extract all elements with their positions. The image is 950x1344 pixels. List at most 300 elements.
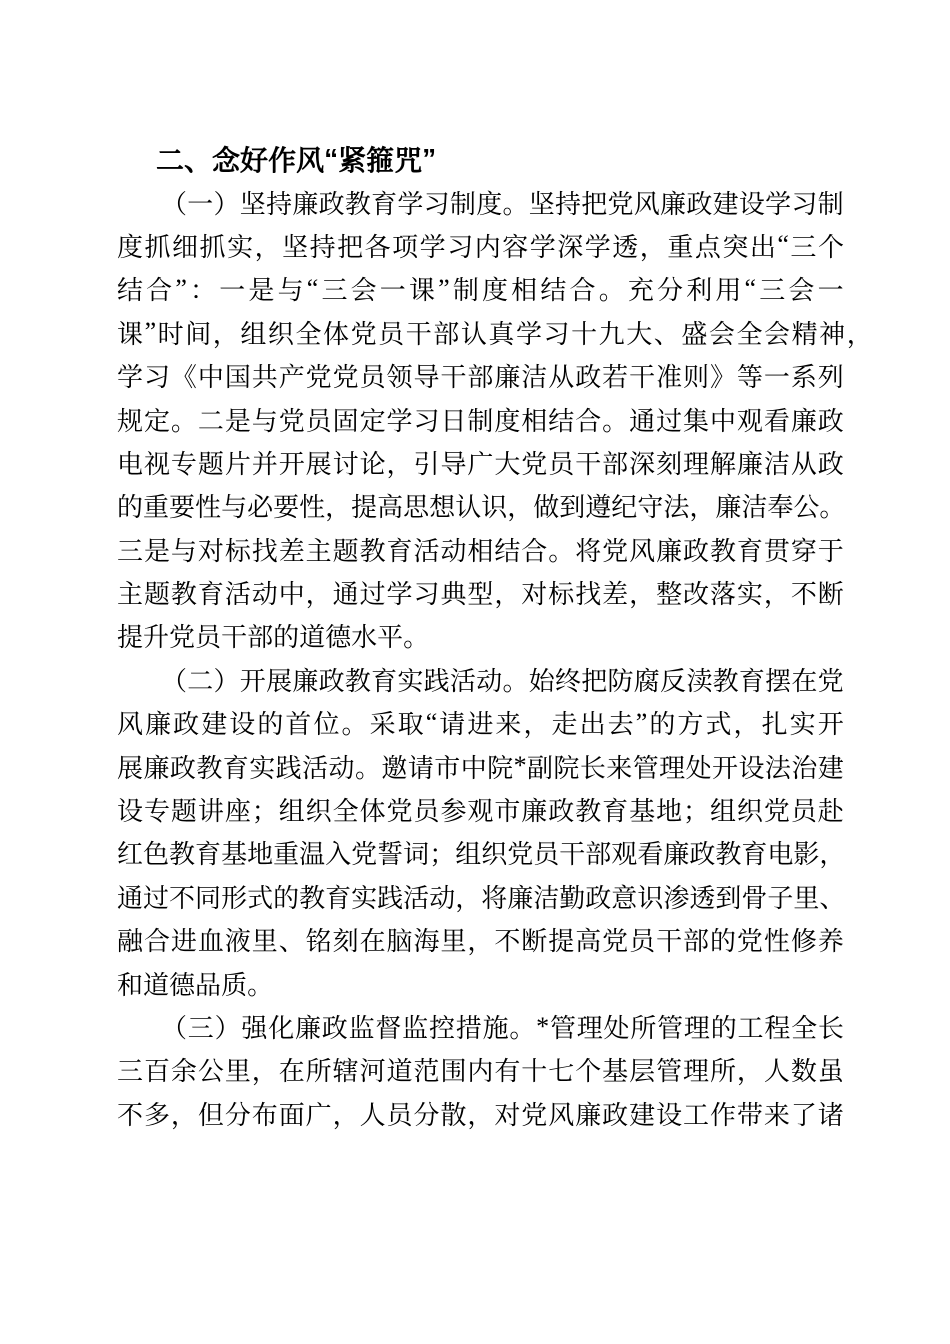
glyph: 认 [455,493,482,523]
glyph: 动 [476,666,503,696]
glyph: 系 [790,363,817,393]
glyph: 学 [515,319,542,349]
glyph: 观 [736,406,763,436]
glyph: 管 [656,1057,683,1087]
glyph: 纪 [611,493,638,523]
glyph: 结 [540,276,567,306]
glyph: 设 [738,189,765,219]
glyph: ， [325,493,352,523]
glyph: 不 [790,580,817,610]
glyph: 政 [575,363,602,393]
glyph: 学 [386,406,413,436]
glyph: 政 [318,666,345,696]
glyph: 施 [482,1014,509,1043]
glyph: 好 [240,144,269,176]
glyph: 围 [440,1057,467,1087]
glyph: 来 [763,1100,790,1130]
glyph: 洁 [521,363,548,393]
glyph: 分 [413,1100,440,1130]
glyph: 进 [170,927,197,957]
glyph: 布 [251,1100,278,1130]
glyph: 取 [397,710,424,740]
glyph: ， [212,319,239,349]
glyph: 出 [749,232,776,262]
glyph: 扎 [761,710,788,740]
glyph: 活 [302,753,329,783]
glyph: 风 [633,189,660,219]
glyph: 和 [117,970,144,1000]
glyph: 修 [790,927,817,957]
glyph: 副 [526,753,553,783]
glyph: 院 [553,753,580,783]
text-line [117,1092,844,1135]
glyph: 请 [407,753,434,783]
glyph: 洁 [741,493,768,523]
glyph: 质 [221,970,248,1000]
glyph: 措 [455,1014,482,1043]
glyph: 从 [548,363,575,393]
glyph: 题 [170,797,197,827]
glyph: 差 [602,580,629,610]
glyph: 习 [543,319,570,349]
glyph: 建 [817,753,844,783]
glyph: 抓 [144,232,171,262]
glyph: 二 [187,666,214,696]
glyph: 廉 [294,1014,321,1043]
glyph: “ [306,273,319,303]
glyph: 会 [788,276,815,306]
glyph: 习 [423,189,450,219]
glyph: 的 [649,710,676,740]
glyph: 教 [299,883,326,913]
glyph: 课 [117,319,144,349]
glyph: ， [689,493,716,523]
glyph: 管 [657,1014,684,1043]
glyph: 片 [224,449,251,479]
glyph: 讨 [332,449,359,479]
glyph: 色 [143,840,170,870]
glyph: 体 [323,319,350,349]
glyph: 诸 [817,1100,844,1130]
glyph: 动 [429,883,456,913]
glyph: 用 [715,276,742,306]
text-line [117,224,844,267]
glyph: 、 [278,927,305,957]
glyph: 党 [817,666,844,696]
glyph: 教 [169,840,196,870]
glyph: 廉 [145,710,172,740]
glyph: 神 [819,319,846,349]
glyph: 政 [602,1100,629,1130]
glyph: 透 [689,883,716,913]
glyph: 廉 [663,840,690,870]
glyph: 断 [817,580,844,610]
glyph: 一 [763,363,790,393]
glyph: 政 [686,189,713,219]
glyph: 教 [170,580,197,610]
glyph: 个 [575,1057,602,1087]
glyph: 工 [737,1014,764,1043]
glyph: 邀 [381,753,408,783]
glyph: 把 [581,666,608,696]
glyph: 三 [117,536,144,566]
glyph: （ [161,189,188,219]
glyph: 性 [195,493,222,523]
glyph: 程 [764,1014,791,1043]
glyph: 会 [708,319,735,349]
glyph: 走 [551,710,578,740]
glyph: 践 [423,666,450,696]
glyph: 育 [197,580,224,610]
glyph: 同 [195,883,222,913]
glyph: 政 [585,883,612,913]
glyph: 将 [481,883,508,913]
glyph: 相 [511,276,538,306]
glyph: 看 [637,840,664,870]
glyph: 廉 [575,1100,602,1130]
glyph: 设 [229,710,256,740]
glyph: 分 [657,276,684,306]
glyph: 首 [285,710,312,740]
glyph: 党 [602,927,629,957]
glyph: 建 [712,189,739,219]
glyph: 余 [170,1057,197,1087]
glyph: 二 [156,144,185,176]
glyph: 风 [548,1100,575,1130]
glyph: 要 [169,493,196,523]
text-line [117,354,844,397]
glyph: 提 [548,927,575,957]
glyph: 学 [529,232,556,262]
glyph: 固 [332,406,359,436]
text-line [117,267,844,310]
glyph: 导 [440,449,467,479]
glyph: 通 [332,580,359,610]
glyph: 廉 [292,189,319,219]
glyph: 到 [715,883,742,913]
glyph: 所 [305,1057,332,1087]
glyph: 提 [351,493,378,523]
glyph: 品 [195,970,222,1000]
glyph: 风 [629,536,656,566]
glyph: 于 [817,536,844,566]
glyph: 词 [403,840,430,870]
glyph: 是 [224,406,251,436]
glyph: 干 [629,363,656,393]
glyph: 型 [467,580,494,610]
text-line [117,311,873,354]
glyph: 动 [328,753,355,783]
glyph: 做 [533,493,560,523]
glyph: 三 [117,1057,144,1087]
glyph: 部 [602,449,629,479]
glyph: 穿 [790,536,817,566]
glyph: 请 [439,710,466,740]
glyph: 监 [348,1014,375,1043]
glyph: 重 [667,232,694,262]
glyph: 思 [403,493,430,523]
glyph: 一 [379,276,406,306]
glyph: 与 [277,276,304,306]
glyph: 廉 [521,797,548,827]
glyph: 利 [686,276,713,306]
glyph: 防 [607,666,634,696]
glyph: 中 [278,580,305,610]
glyph: 反 [660,666,687,696]
paragraph [117,180,873,657]
glyph: 干 [656,927,683,957]
glyph: 相 [467,536,494,566]
glyph: 度 [117,232,144,262]
glyph: 。 [509,1014,536,1043]
glyph: 断 [521,927,548,957]
glyph: 员 [386,1100,413,1130]
glyph: 结 [117,276,144,306]
glyph: 找 [575,580,602,610]
glyph: 定 [143,406,170,436]
glyph: 共 [251,363,278,393]
glyph: 与 [251,406,278,436]
glyph: 德 [325,623,352,653]
glyph: 开 [712,753,739,783]
glyph: 渗 [663,883,690,913]
glyph: 实 [397,666,424,696]
glyph: ， [251,1057,278,1087]
glyph: 深 [557,232,584,262]
glyph: 与 [170,536,197,566]
glyph: 奉 [767,493,794,523]
glyph: 个 [817,232,844,262]
glyph: 三 [790,232,817,262]
glyph: 全 [332,797,359,827]
glyph: 九 [598,319,625,349]
glyph: 建 [629,1100,656,1130]
glyph: 组 [278,797,305,827]
glyph: 制 [467,406,494,436]
glyph: 。 [502,666,529,696]
glyph: 血 [197,927,224,957]
glyph: 集 [683,406,710,436]
glyph: 方 [677,710,704,740]
glyph: 理 [683,1057,710,1087]
glyph: 了 [790,1100,817,1130]
glyph: 员 [629,927,656,957]
glyph: 座 [224,797,251,827]
glyph: 度 [494,406,521,436]
glyph: 从 [790,449,817,479]
glyph: 干 [440,363,467,393]
glyph: 理 [659,753,686,783]
glyph: 体 [359,797,386,827]
glyph: 若 [602,363,629,393]
glyph: 大 [494,449,521,479]
glyph: 廉 [715,493,742,523]
glyph: 透 [612,232,639,262]
glyph: 督 [375,1014,402,1043]
glyph: 员 [790,797,817,827]
glyph: 设 [738,753,765,783]
glyph: 学 [397,189,424,219]
glyph: 脑 [386,927,413,957]
glyph: ； [683,797,710,827]
glyph: （ [161,666,188,696]
glyph: 员 [533,840,560,870]
glyph: 真 [488,319,515,349]
glyph: 讲 [197,797,224,827]
glyph: ） [213,666,240,696]
glyph: 处 [685,753,712,783]
glyph: 育 [222,753,249,783]
glyph: 道 [299,623,326,653]
glyph: 践 [377,883,404,913]
text-line [117,180,844,223]
glyph: 实 [351,883,378,913]
glyph: 动 [440,536,467,566]
glyph: 实 [789,710,816,740]
glyph: 来 [606,753,633,783]
glyph: 三 [321,276,348,306]
text-line [117,1005,844,1048]
glyph: 深 [629,449,656,479]
glyph: 升 [143,623,170,653]
glyph: 紧 [338,144,367,176]
glyph: 员 [378,319,405,349]
glyph: 的 [117,493,144,523]
glyph: 、 [819,883,846,913]
glyph: 誓 [377,840,404,870]
glyph: 法 [764,753,791,783]
glyph: 来 [495,710,522,740]
glyph: 部 [433,319,460,349]
glyph: 标 [224,536,251,566]
glyph: 坚 [282,232,309,262]
glyph: 院 [487,753,514,783]
glyph: 、 [184,144,213,176]
glyph: 洁 [533,883,560,913]
glyph: 员 [305,406,332,436]
glyph: 在 [791,666,818,696]
glyph: 工 [683,1100,710,1130]
glyph: 。 [354,753,381,783]
glyph: “ [744,273,757,303]
glyph: 持 [266,189,293,219]
glyph: 咒 [394,144,423,176]
glyph: 刻 [332,927,359,957]
glyph: 引 [413,449,440,479]
glyph: 通 [117,883,144,913]
glyph: 融 [117,927,144,957]
glyph: 。 [598,276,625,306]
glyph: 遵 [585,493,612,523]
glyph: 十 [521,1057,548,1087]
text-line [117,918,844,961]
glyph: 合 [569,276,596,306]
glyph: 落 [709,580,736,610]
glyph: 结 [548,406,575,436]
glyph: ， [254,232,281,262]
glyph: 持 [309,232,336,262]
glyph: 市 [494,797,521,827]
glyph: 把 [337,232,364,262]
glyph: 中 [460,753,487,783]
glyph: 铭 [305,927,332,957]
glyph: 中 [197,363,224,393]
glyph: 所 [630,1014,657,1043]
glyph: 一 [187,189,214,219]
glyph: 电 [767,840,794,870]
glyph: 。 [502,189,529,219]
glyph: 不 [117,1100,144,1130]
glyph: 习 [143,363,170,393]
glyph: 式 [705,710,732,740]
glyph: 多 [143,1100,170,1130]
glyph: 规 [117,406,144,436]
glyph: 党 [278,406,305,436]
glyph: 终 [554,666,581,696]
glyph: 合 [521,536,548,566]
glyph: 育 [738,666,765,696]
glyph: ， [523,710,550,740]
glyph: 展 [117,753,144,783]
glyph: 视 [143,449,170,479]
glyph: ， [467,927,494,957]
glyph: 所 [709,1057,736,1087]
text-line [117,701,844,744]
glyph: 组 [240,319,267,349]
glyph: 党 [350,319,377,349]
glyph: 各 [364,232,391,262]
glyph: 政 [689,840,716,870]
glyph: 组 [709,797,736,827]
glyph: 并 [251,449,278,479]
glyph: 的 [710,1014,737,1043]
glyph: 是 [248,276,275,306]
glyph: 面 [278,1100,305,1130]
glyph: 必 [247,493,274,523]
glyph: 。 [403,623,430,653]
glyph: 干 [559,840,586,870]
glyph: ； [429,840,456,870]
glyph: 政 [548,797,575,827]
glyph: 项 [392,232,419,262]
glyph: 差 [278,536,305,566]
glyph: 散 [440,1100,467,1130]
glyph: 强 [241,1014,268,1043]
glyph: 虽 [817,1057,844,1087]
glyph: ， [494,580,521,610]
glyph: 干 [221,623,248,653]
glyph: 出 [579,710,606,740]
glyph: 想 [429,493,456,523]
glyph: 进 [467,710,494,740]
glyph: 部 [683,927,710,957]
glyph: 公 [793,493,820,523]
glyph: 政 [817,449,844,479]
glyph: 育 [371,666,398,696]
glyph: 通 [629,406,656,436]
glyph: 骨 [741,883,768,913]
glyph: 入 [325,840,352,870]
glyph: 学 [386,580,413,610]
glyph: ， [305,580,332,610]
glyph: ， [170,1100,197,1130]
glyph: ） [214,1014,241,1043]
glyph: 处 [603,1014,630,1043]
glyph: * [513,751,527,781]
glyph: 开 [278,449,305,479]
glyph: 习 [413,580,440,610]
glyph: 结 [494,536,521,566]
